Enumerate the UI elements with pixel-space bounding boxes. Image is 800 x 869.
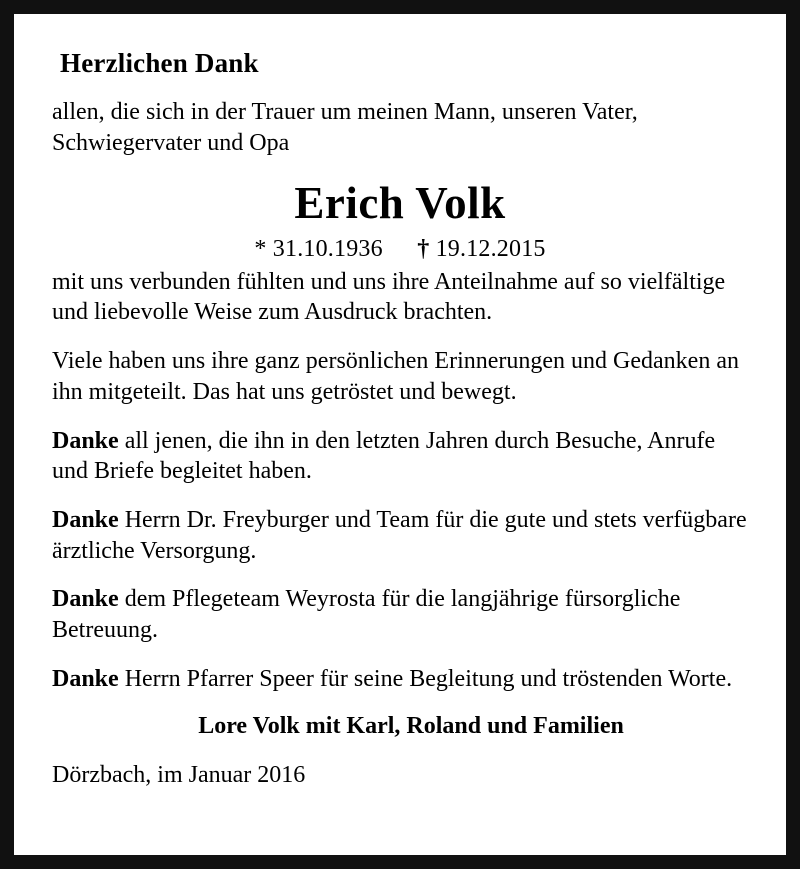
paragraph-lead: Danke: [52, 586, 119, 613]
paragraph-text: Herrn Pfarrer Speer für seine Begleitung und tröstenden Worte.: [118, 665, 733, 692]
paragraph-text: Viele haben uns ihre ganz persönlichen Erinnerungen und Gedanken an ihn mitgeteilt. Das hat uns getröstet und bewegt.: [52, 348, 739, 405]
birth-symbol: *: [254, 235, 267, 262]
paragraph-text: Herrn Dr. Freyburger und Team für die gute und stets verfügbare ärztliche Versorgung.: [52, 507, 747, 564]
thanks-paragraph: [52, 584, 748, 645]
deceased-block: [52, 180, 748, 262]
thanks-paragraph: [52, 267, 748, 328]
paragraph-text: dem Pflegeteam Weyrosta für die langjährige fürsorgliche Betreuung.: [52, 586, 681, 644]
paragraph-lead: Danke: [52, 665, 119, 692]
place-and-date: Dörzbach, im Januar 2016: [52, 761, 306, 788]
birth-date: 31.10.1936: [272, 235, 383, 262]
paragraph-lead: Danke: [52, 507, 119, 533]
paragraph-text: all jenen, die ihn in den letzten Jahren durch Besuche, Anrufe und Briefe begleitet haben.: [52, 427, 716, 485]
thanks-paragraph: [52, 664, 748, 695]
death-symbol: †: [417, 235, 430, 262]
family-signature: Lore Volk mit Karl, Roland und Familien: [198, 712, 624, 739]
deceased-name: Erich Volk: [294, 178, 506, 229]
thanks-paragraph: [52, 505, 748, 566]
death-date: 19.12.2015: [435, 235, 546, 262]
paragraph-text: mit uns verbunden fühlten und uns ihre Anteilnahme auf so vielfältige und liebevolle Weise zum Ausdruck brachten.: [52, 268, 726, 326]
paragraph-lead: Danke: [52, 427, 119, 454]
intro-paragraph: allen, die sich in der Trauer um meinen Mann, unseren Vater, Schwiegervater und Opa: [52, 99, 638, 156]
deceased-dates: [52, 236, 748, 263]
thanks-paragraph: [52, 426, 748, 487]
thanks-paragraph: [52, 346, 748, 407]
notice-heading: Herzlichen Dank: [60, 48, 259, 78]
